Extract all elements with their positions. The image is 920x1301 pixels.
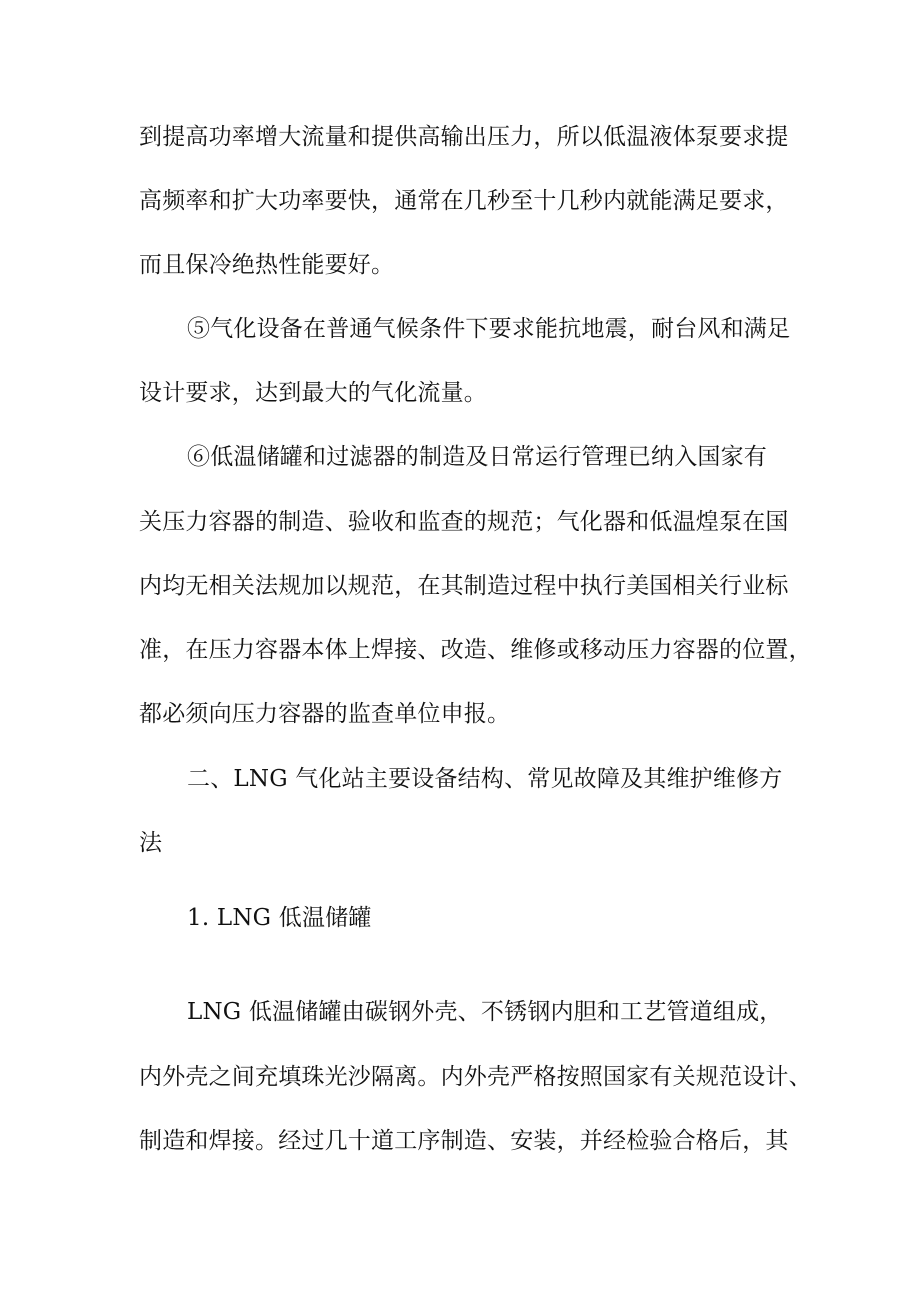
text-line: ⑤气化设备在普通气候条件下要求能抗地震，耐台风和满足 <box>187 316 791 342</box>
text-line: 而且保冷绝热性能要好。 <box>139 252 395 278</box>
text-line: 制造和焊接。经过几十道工序制造、安装，并经检验合格后，其 <box>139 1128 789 1154</box>
text-line: 二、LNG 气化站主要设备结构、常见故障及其维护维修方 <box>187 766 783 792</box>
text-line: ⑥低温储罐和过滤器的制造及日常运行管理已纳入国家有 <box>187 444 767 470</box>
text-line: LNG 低温储罐由碳钢外壳、不锈钢内胆和工艺管道组成， <box>187 999 783 1025</box>
text-line: 设计要求，达到最大的气化流量。 <box>139 380 487 406</box>
text-line: 都必须向压力容器的监查单位申报。 <box>139 701 511 727</box>
text-line: 高频率和扩大功率要快，通常在几秒至十几秒内就能满足要求， <box>139 188 789 214</box>
text-line: 1. LNG 低温储罐 <box>187 905 372 931</box>
text-line: 法 <box>139 830 163 856</box>
text-line: 准，在压力容器本体上焊接、改造、维修或移动压力容器的位置， <box>139 637 812 663</box>
text-line: 关压力容器的制造、验收和监查的规范；气化器和低温煌泵在国 <box>139 509 789 535</box>
text-line: 到提高功率增大流量和提供高输出压力，所以低温液体泵要求提 <box>139 124 789 150</box>
text-line: 内外壳之间充填珠光沙隔离。内外壳严格按照国家有关规范设计、 <box>139 1064 812 1090</box>
text-line: 内均无相关法规加以规范，在其制造过程中执行美国相关行业标 <box>139 573 789 599</box>
